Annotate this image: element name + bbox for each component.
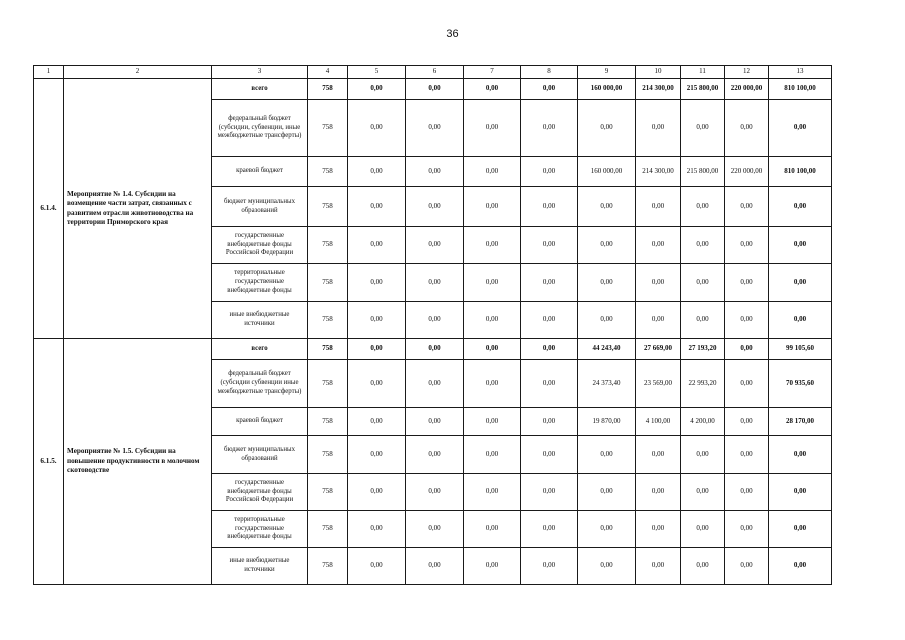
amount-cell: 0,00 [578, 100, 636, 157]
amount-cell: 0,00 [681, 302, 725, 339]
amount-cell: 0,00 [406, 157, 464, 187]
amount-cell: 0,00 [725, 436, 769, 474]
amount-cell: 0,00 [464, 187, 521, 227]
amount-cell: 0,00 [348, 360, 406, 408]
amount-cell: 0,00 [725, 474, 769, 511]
funding-source: государственные внебюджетные фонды Российской Федерации [212, 227, 308, 264]
amount-cell: 220 000,00 [725, 79, 769, 100]
amount-cell: 0,00 [464, 100, 521, 157]
funding-source: всего [212, 339, 308, 360]
budget-code-cell: 758 [308, 157, 348, 187]
amount-cell: 0,00 [406, 511, 464, 548]
amount-cell: 4 100,00 [636, 408, 681, 436]
measure-code: 6.1.4. [34, 79, 64, 339]
amount-cell: 0,00 [521, 436, 578, 474]
amount-cell: 0,00 [636, 436, 681, 474]
amount-cell: 0,00 [406, 474, 464, 511]
amount-cell: 0,00 [636, 264, 681, 302]
header-cell: 10 [636, 66, 681, 79]
row-total-cell: 810 100,00 [769, 79, 832, 100]
page-number: 36 [446, 28, 459, 40]
budget-code-cell: 758 [308, 187, 348, 227]
amount-cell: 0,00 [464, 360, 521, 408]
amount-cell: 0,00 [725, 100, 769, 157]
header-cell: 7 [464, 66, 521, 79]
amount-cell: 0,00 [578, 511, 636, 548]
amount-cell: 0,00 [406, 339, 464, 360]
amount-cell: 0,00 [681, 548, 725, 585]
amount-cell: 0,00 [348, 79, 406, 100]
budget-code-cell: 758 [308, 436, 348, 474]
row-total-cell: 0,00 [769, 474, 832, 511]
amount-cell: 0,00 [464, 79, 521, 100]
amount-cell: 0,00 [348, 436, 406, 474]
amount-cell: 0,00 [725, 511, 769, 548]
amount-cell: 24 373,40 [578, 360, 636, 408]
amount-cell: 0,00 [636, 187, 681, 227]
header-cell: 8 [521, 66, 578, 79]
amount-cell: 0,00 [578, 548, 636, 585]
amount-cell: 0,00 [521, 264, 578, 302]
row-total-cell: 28 170,00 [769, 408, 832, 436]
amount-cell: 44 243,40 [578, 339, 636, 360]
header-cell: 3 [212, 66, 308, 79]
amount-cell: 0,00 [578, 436, 636, 474]
amount-cell: 0,00 [464, 227, 521, 264]
amount-cell: 0,00 [681, 474, 725, 511]
budget-code-cell: 758 [308, 264, 348, 302]
amount-cell: 220 000,00 [725, 157, 769, 187]
row-total-cell: 0,00 [769, 227, 832, 264]
row-total-cell: 0,00 [769, 187, 832, 227]
amount-cell: 0,00 [521, 227, 578, 264]
amount-cell: 214 300,00 [636, 79, 681, 100]
funding-source: территориальные государственные внебюджетные фонды [212, 264, 308, 302]
amount-cell: 0,00 [348, 474, 406, 511]
amount-cell: 160 000,00 [578, 157, 636, 187]
row-total-cell: 0,00 [769, 264, 832, 302]
funding-source: территориальные государственные внебюджетные фонды [212, 511, 308, 548]
amount-cell: 19 870,00 [578, 408, 636, 436]
row-total-cell: 0,00 [769, 302, 832, 339]
amount-cell: 0,00 [725, 227, 769, 264]
header-cell: 5 [348, 66, 406, 79]
funding-source: бюджет муниципальных образований [212, 187, 308, 227]
amount-cell: 27 193,20 [681, 339, 725, 360]
amount-cell: 0,00 [464, 436, 521, 474]
budget-code-cell: 758 [308, 408, 348, 436]
funding-source: краевой бюджет [212, 157, 308, 187]
amount-cell: 0,00 [348, 408, 406, 436]
header-cell: 6 [406, 66, 464, 79]
amount-cell: 0,00 [464, 339, 521, 360]
amount-cell: 0,00 [521, 511, 578, 548]
amount-cell: 0,00 [406, 436, 464, 474]
amount-cell: 0,00 [348, 100, 406, 157]
budget-code-cell: 758 [308, 474, 348, 511]
budget-code-cell: 758 [308, 79, 348, 100]
amount-cell: 0,00 [578, 187, 636, 227]
amount-cell: 0,00 [725, 339, 769, 360]
budget-code-cell: 758 [308, 339, 348, 360]
measure-title: Мероприятие № 1.4. Субсидии на возмещение части затрат, связанных с развитием отрасли животноводства на территории Приморского края [64, 79, 212, 339]
header-cell: 9 [578, 66, 636, 79]
amount-cell: 0,00 [464, 408, 521, 436]
funding-source: федеральный бюджет (субсидии субвенции иные межбюджетные трансферты) [212, 360, 308, 408]
amount-cell: 0,00 [348, 227, 406, 264]
funding-source: бюджет муниципальных образований [212, 436, 308, 474]
amount-cell: 0,00 [521, 548, 578, 585]
budget-table [33, 65, 832, 585]
amount-cell: 0,00 [348, 157, 406, 187]
amount-cell: 22 993,20 [681, 360, 725, 408]
amount-cell: 0,00 [636, 100, 681, 157]
amount-cell: 0,00 [725, 302, 769, 339]
amount-cell: 0,00 [578, 264, 636, 302]
header-cell: 12 [725, 66, 769, 79]
header-cell: 11 [681, 66, 725, 79]
amount-cell: 215 800,00 [681, 79, 725, 100]
header-cell: 2 [64, 66, 212, 79]
amount-cell: 0,00 [521, 474, 578, 511]
amount-cell: 0,00 [636, 227, 681, 264]
total-row [34, 339, 832, 360]
amount-cell: 0,00 [578, 227, 636, 264]
amount-cell: 0,00 [681, 227, 725, 264]
amount-cell: 0,00 [406, 79, 464, 100]
amount-cell: 0,00 [521, 79, 578, 100]
amount-cell: 0,00 [725, 408, 769, 436]
funding-source: иные внебюджетные источники [212, 548, 308, 585]
amount-cell: 0,00 [406, 408, 464, 436]
amount-cell: 0,00 [725, 187, 769, 227]
amount-cell: 0,00 [464, 157, 521, 187]
amount-cell: 0,00 [681, 187, 725, 227]
budget-table-container [33, 65, 832, 585]
header-row [34, 66, 832, 79]
funding-source: краевой бюджет [212, 408, 308, 436]
budget-code-cell: 758 [308, 548, 348, 585]
row-total-cell: 0,00 [769, 436, 832, 474]
amount-cell: 0,00 [636, 302, 681, 339]
row-total-cell: 70 935,60 [769, 360, 832, 408]
budget-code-cell: 758 [308, 360, 348, 408]
amount-cell: 0,00 [348, 548, 406, 585]
amount-cell: 0,00 [681, 264, 725, 302]
budget-code-cell: 758 [308, 100, 348, 157]
amount-cell: 0,00 [348, 511, 406, 548]
amount-cell: 0,00 [681, 436, 725, 474]
funding-source: всего [212, 79, 308, 100]
amount-cell: 0,00 [348, 264, 406, 302]
amount-cell: 0,00 [725, 360, 769, 408]
measure-code: 6.1.5. [34, 339, 64, 585]
amount-cell: 0,00 [681, 511, 725, 548]
amount-cell: 0,00 [464, 302, 521, 339]
amount-cell: 0,00 [725, 548, 769, 585]
amount-cell: 27 669,00 [636, 339, 681, 360]
header-cell: 1 [34, 66, 64, 79]
funding-source: государственные внебюджетные фонды Российской Федерации [212, 474, 308, 511]
amount-cell: 0,00 [406, 302, 464, 339]
amount-cell: 0,00 [578, 474, 636, 511]
amount-cell: 0,00 [636, 474, 681, 511]
amount-cell: 0,00 [406, 100, 464, 157]
amount-cell: 0,00 [348, 302, 406, 339]
header-cell: 4 [308, 66, 348, 79]
budget-code-cell: 758 [308, 227, 348, 264]
amount-cell: 0,00 [636, 511, 681, 548]
amount-cell: 0,00 [406, 187, 464, 227]
amount-cell: 0,00 [406, 227, 464, 264]
row-total-cell: 0,00 [769, 511, 832, 548]
amount-cell: 0,00 [578, 302, 636, 339]
measure-title: Мероприятие № 1.5. Субсидии на повышение продуктивности в молочном скотоводстве [64, 339, 212, 585]
amount-cell: 0,00 [681, 100, 725, 157]
table-body [34, 66, 832, 585]
amount-cell: 0,00 [725, 264, 769, 302]
amount-cell: 0,00 [464, 548, 521, 585]
amount-cell: 0,00 [406, 264, 464, 302]
row-total-cell: 0,00 [769, 100, 832, 157]
amount-cell: 0,00 [406, 360, 464, 408]
amount-cell: 0,00 [521, 302, 578, 339]
funding-source: федеральный бюджет (субсидии, субвенции, иные межбюджетные трансферты) [212, 100, 308, 157]
row-total-cell: 810 100,00 [769, 157, 832, 187]
amount-cell: 0,00 [406, 548, 464, 585]
funding-source: иные внебюджетные источники [212, 302, 308, 339]
row-total-cell: 99 105,60 [769, 339, 832, 360]
amount-cell: 0,00 [464, 264, 521, 302]
amount-cell: 0,00 [521, 339, 578, 360]
amount-cell: 0,00 [348, 339, 406, 360]
amount-cell: 0,00 [348, 187, 406, 227]
amount-cell: 0,00 [464, 511, 521, 548]
header-cell: 13 [769, 66, 832, 79]
budget-code-cell: 758 [308, 302, 348, 339]
total-row [34, 79, 832, 100]
amount-cell: 215 800,00 [681, 157, 725, 187]
amount-cell: 0,00 [636, 548, 681, 585]
amount-cell: 160 000,00 [578, 79, 636, 100]
amount-cell: 0,00 [521, 408, 578, 436]
amount-cell: 0,00 [464, 474, 521, 511]
amount-cell: 0,00 [521, 100, 578, 157]
amount-cell: 4 200,00 [681, 408, 725, 436]
amount-cell: 23 569,00 [636, 360, 681, 408]
amount-cell: 214 300,00 [636, 157, 681, 187]
amount-cell: 0,00 [521, 187, 578, 227]
row-total-cell: 0,00 [769, 548, 832, 585]
budget-code-cell: 758 [308, 511, 348, 548]
amount-cell: 0,00 [521, 157, 578, 187]
amount-cell: 0,00 [521, 360, 578, 408]
